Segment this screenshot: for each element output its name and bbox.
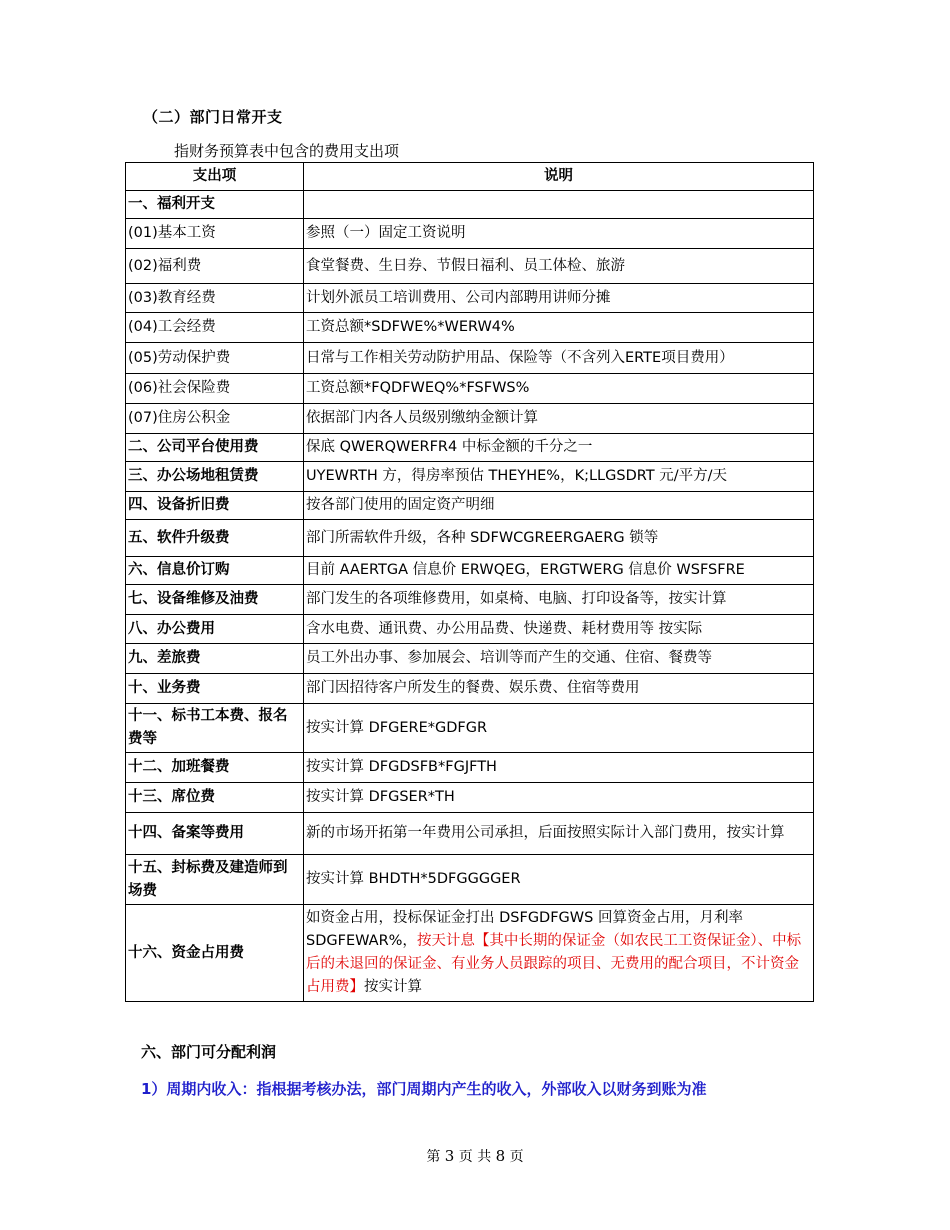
table-row [126,343,814,374]
page-footer [0,1146,950,1166]
table-body [126,191,814,1002]
row-desc: 按实计算 BHDTH*5DFGGGGER [304,855,814,905]
row-item: 十三、席位费 [126,783,304,813]
table-row [126,434,814,462]
row-item: (05)劳动保护费 [126,343,304,374]
row-desc: 工资总额*SDFWE%*WERW4% [304,313,814,343]
table-row [126,557,814,585]
table-row [126,585,814,615]
table-row [126,249,814,284]
row-item: 十五、封标费及建造师到场费 [126,855,304,905]
row-item: 二、公司平台使用费 [126,434,304,462]
row-item: 十二、加班餐费 [126,753,304,783]
table-row [126,783,814,813]
table-row [126,704,814,753]
row-desc [304,191,814,219]
row-desc: 参照（一）固定工资说明 [304,219,814,249]
row-desc: 部门所需软件升级，各种 SDFWCGREERGAERG 锁等 [304,520,814,557]
row-item: (06)社会保险费 [126,374,304,404]
desc-red: 按天计息【其中长期的保证金（如农民工工资保证金）、中标后的未退回的保证金、有业务人员跟踪的项目、无费用的配合项目，不计资金占用费】 [306,933,802,995]
table-row [126,644,814,674]
row-item: (07)住房公积金 [126,404,304,434]
table-row [126,813,814,855]
row-desc: 依据部门内各人员级别缴纳金额计算 [304,404,814,434]
table-row [126,462,814,492]
row-item: 十六、资金占用费 [126,905,304,1002]
footer-suffix: 页 [509,1149,524,1165]
intro-text: 指财务预算表中包含的费用支出项 [174,142,400,160]
row-item: 八、办公费用 [126,615,304,644]
footer-page: 3 [444,1147,455,1165]
row-desc: 部门发生的各项维修费用，如桌椅、电脑、打印设备等，按实计算 [304,585,814,615]
table-row [126,313,814,343]
table-row [126,753,814,783]
table-row-last [126,905,814,1002]
header-desc: 说明 [304,163,814,191]
table-row [126,674,814,704]
row-item: 六、信息价订购 [126,557,304,585]
row-desc: 部门因招待客户所发生的餐费、娱乐费、住宿等费用 [304,674,814,704]
income-line: 1）周期内收入：指根据考核办法，部门周期内产生的收入，外部收入以财务到账为准 [141,1080,707,1098]
row-desc: 计划外派员工培训费用、公司内部聘用讲师分摊 [304,284,814,313]
section6-title: 六、部门可分配利润 [141,1043,277,1061]
row-desc: 工资总额*FQDFWEQ%*FSFWS% [304,374,814,404]
row-desc: 食堂餐费、生日券、节假日福利、员工体检、旅游 [304,249,814,284]
row-desc: 按各部门使用的固定资产明细 [304,492,814,520]
row-item: 十、业务费 [126,674,304,704]
row-item: (01)基本工资 [126,219,304,249]
table-row [126,520,814,557]
row-item: (04)工会经费 [126,313,304,343]
table-row [126,374,814,404]
row-desc: 员工外出办事、参加展会、培训等而产生的交通、住宿、餐费等 [304,644,814,674]
row-item: 一、福利开支 [126,191,304,219]
row-desc: 按实计算 DFGDSFB*FGJFTH [304,753,814,783]
table-row [126,492,814,520]
desc-part1: 如资金占用，投标保证金打出 DSFGDFGWS 回算资金占用，月利率 SDGFEWAR%， [306,910,743,949]
table-row [126,615,814,644]
row-desc: 保底 QWERQWERFR4 中标金额的千分之一 [304,434,814,462]
row-item: 五、软件升级费 [126,520,304,557]
row-desc: 日常与工作相关劳动防护用品、保险等（不含列入ERTE项目费用） [304,343,814,374]
row-desc: 按实计算 DFGSER*TH [304,783,814,813]
expense-table [125,162,814,1002]
row-desc: 新的市场开拓第一年费用公司承担，后面按照实际计入部门费用，按实计算 [304,813,814,855]
table-row [126,191,814,219]
table-row [126,855,814,905]
row-desc: 含水电费、通讯费、办公用品费、快递费、耗材费用等 按实际 [304,615,814,644]
table-row [126,219,814,249]
row-item: 九、差旅费 [126,644,304,674]
row-desc: UYEWRTH 方，得房率预估 THEYHE%，K;LLGSDRT 元/平方/天 [304,462,814,492]
header-item: 支出项 [126,163,304,191]
row-item: 四、设备折旧费 [126,492,304,520]
footer-total: 8 [495,1147,506,1165]
footer-prefix: 第 [426,1149,441,1165]
desc-part2: 按实计算 [364,979,422,995]
row-desc [304,905,814,1002]
row-desc: 目前 AAERTGA 信息价 ERWQEG，ERGTWERG 信息价 WSFSFRE [304,557,814,585]
row-item: 七、设备维修及油费 [126,585,304,615]
row-item: 十四、备案等费用 [126,813,304,855]
row-item: (02)福利费 [126,249,304,284]
table-row [126,284,814,313]
footer-middle: 页 共 [458,1149,492,1165]
section-title: （二）部门日常开支 [143,108,283,126]
table-row [126,404,814,434]
row-item: 十一、标书工本费、报名费等 [126,704,304,753]
table-header-row [126,163,814,191]
row-desc: 按实计算 DFGERE*GDFGR [304,704,814,753]
row-item: 三、办公场地租赁费 [126,462,304,492]
row-item: (03)教育经费 [126,284,304,313]
